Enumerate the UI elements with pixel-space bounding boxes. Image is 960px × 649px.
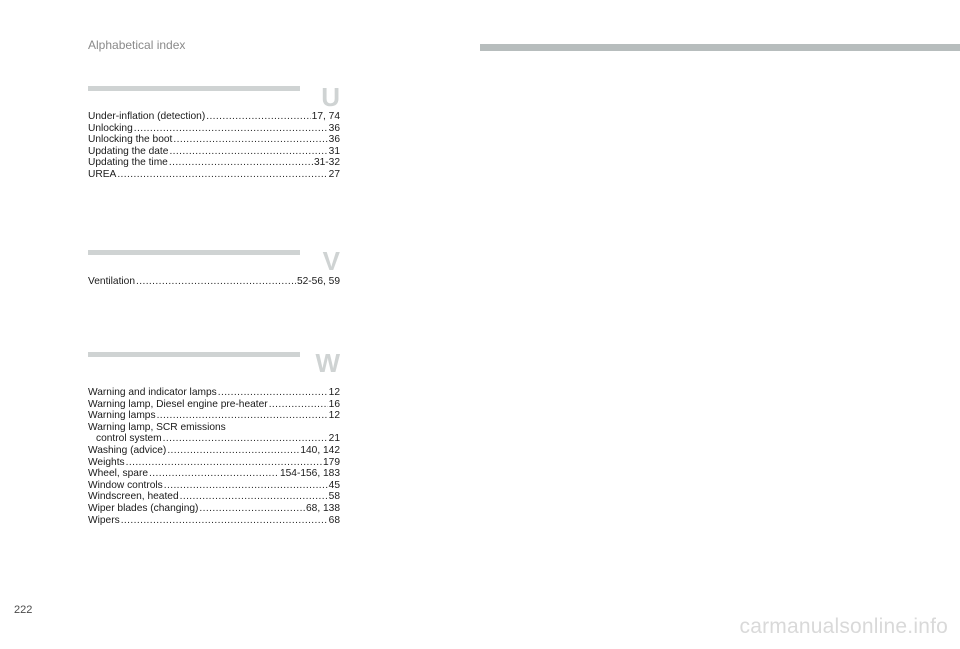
index-entry [88, 410, 340, 422]
page-number: 222 [14, 604, 33, 616]
entry-label: Unlocking the boot [88, 134, 173, 146]
entry-label: Warning lamps [88, 410, 156, 422]
entry-label: Windscreen, heated [88, 491, 179, 503]
section-letter: V [322, 246, 340, 276]
entry-pages: 36 [328, 122, 340, 134]
index-entry [88, 503, 340, 515]
entry-pages: 154-156, 183 [279, 468, 340, 480]
entry-pages: 52-56, 59 [296, 276, 340, 287]
entry-label: Updating the time [88, 157, 168, 169]
entry-pages: 27 [328, 168, 340, 180]
entry-label: Warning lamp, Diesel engine pre-heater [88, 398, 268, 410]
entry-pages: 21 [328, 433, 340, 445]
dot-leader [157, 410, 328, 422]
dot-leader [169, 157, 313, 169]
entry-pages: 140, 142 [300, 444, 340, 456]
dot-leader [206, 111, 310, 123]
section-letter: W [315, 348, 340, 378]
header-title: Alphabetical index [88, 38, 186, 52]
entry-label: Ventilation [88, 276, 136, 287]
entry-label: Window controls [88, 479, 163, 491]
entry-list [88, 387, 340, 526]
dot-leader [199, 503, 305, 515]
section-rule [88, 250, 300, 255]
entry-list [88, 111, 340, 181]
index-entry [88, 491, 340, 503]
dot-leader [180, 491, 328, 503]
dot-leader [149, 468, 279, 480]
index-entry [88, 134, 340, 146]
entry-pages: 179 [323, 456, 340, 468]
dot-leader [121, 515, 328, 527]
index-entry [88, 276, 340, 288]
section-letter: U [321, 82, 340, 112]
index-entry [88, 515, 340, 527]
entry-list [88, 276, 340, 288]
watermark: carmanualsonline.info [739, 615, 948, 638]
dot-leader [169, 146, 327, 158]
section-rule [88, 86, 300, 91]
entry-label: control system [96, 433, 162, 445]
index-entry [88, 146, 340, 158]
entry-pages: 36 [328, 134, 340, 146]
index-entry [88, 169, 340, 181]
index-entry [88, 445, 340, 457]
entry-label: Wiper blades (changing) [88, 502, 199, 514]
dot-leader [117, 169, 327, 181]
entry-pages: 31 [328, 145, 340, 157]
index-entry [88, 480, 340, 492]
dot-leader [163, 433, 328, 445]
index-entry [88, 399, 340, 411]
entry-label: Unlocking [88, 122, 133, 134]
entry-pages: 68 [328, 514, 340, 526]
dot-leader [136, 276, 296, 288]
dot-leader [164, 480, 328, 492]
entry-label: Warning and indicator lamps [88, 387, 217, 398]
dot-leader [134, 123, 328, 135]
index-entry [88, 157, 340, 169]
dot-leader [126, 457, 322, 469]
entry-label: Washing (advice) [88, 444, 167, 456]
index-entry [88, 433, 340, 445]
dot-leader [173, 134, 327, 146]
entry-pages: 45 [328, 479, 340, 491]
entry-pages: 16 [328, 398, 340, 410]
entry-label: Wheel, spare [88, 468, 149, 480]
entry-label: Under-inflation (detection) [88, 111, 206, 122]
index-entry [88, 422, 340, 434]
dot-leader [167, 445, 299, 457]
entry-pages: 68, 138 [306, 502, 340, 514]
dot-leader [218, 387, 328, 399]
entry-label: UREA [88, 168, 117, 180]
index-entry [88, 111, 340, 123]
section-rule [88, 352, 300, 357]
entry-pages: 17, 74 [311, 111, 340, 122]
header-bar [480, 44, 960, 51]
entry-label: Wipers [88, 514, 120, 526]
index-entry [88, 457, 340, 469]
entry-pages: 12 [328, 387, 340, 398]
entry-pages: 58 [328, 491, 340, 503]
entry-label: Updating the date [88, 145, 169, 157]
entry-pages: 12 [328, 410, 340, 422]
dot-leader [269, 399, 328, 411]
entry-label: Weights [88, 456, 125, 468]
index-entry [88, 468, 340, 480]
entry-pages: 31-32 [313, 157, 340, 169]
index-entry [88, 387, 340, 399]
entry-label: Warning lamp, SCR emissions [88, 421, 226, 433]
index-entry [88, 123, 340, 135]
